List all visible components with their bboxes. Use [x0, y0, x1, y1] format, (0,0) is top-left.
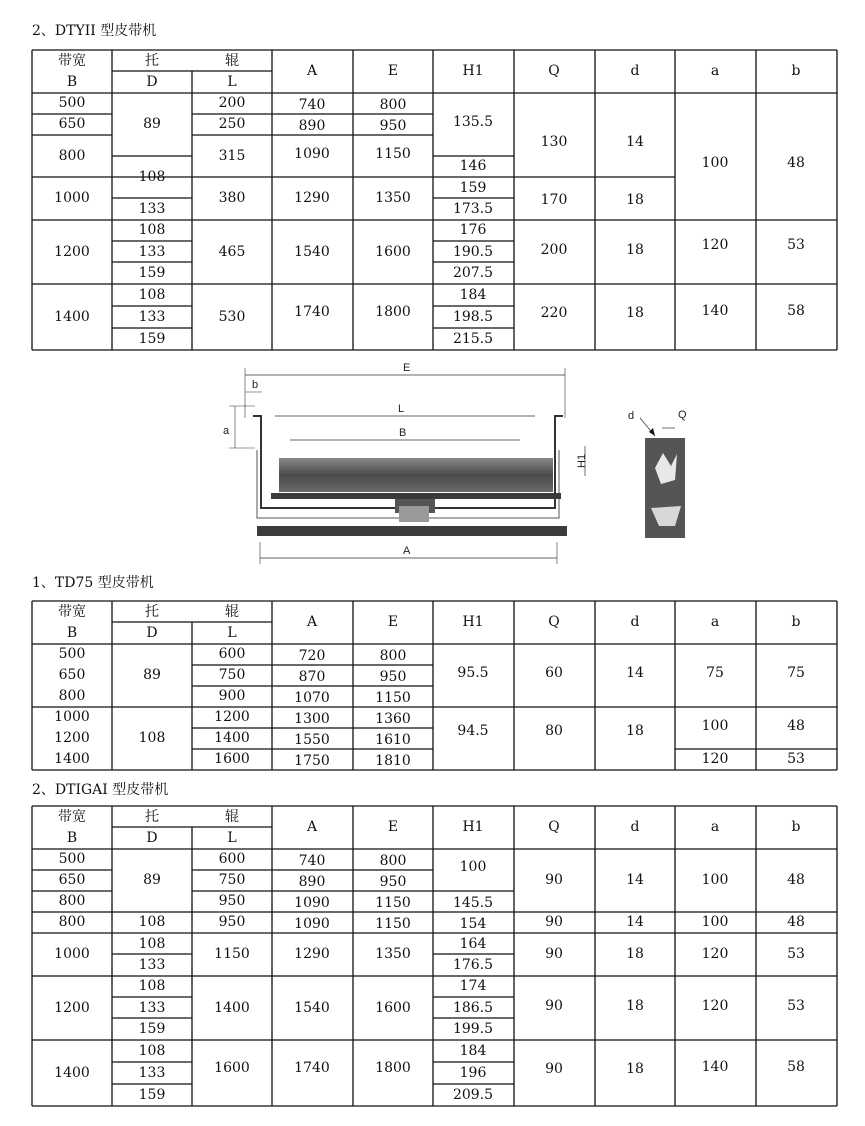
cell-D: 159 — [138, 265, 166, 281]
cell-Q: 90 — [545, 872, 563, 888]
cell-A: 1290 — [294, 946, 330, 962]
cell-d: 14 — [626, 872, 644, 888]
cell-E: 1150 — [375, 146, 411, 162]
header-L: L — [227, 625, 237, 641]
cell-a: 120 — [701, 946, 729, 962]
cell-H1: 198.5 — [452, 309, 494, 325]
cell-L: 950 — [218, 914, 246, 930]
dim-label-d: d — [628, 410, 635, 422]
header-L: L — [227, 74, 237, 90]
cell-B: 1400 — [54, 1065, 90, 1081]
cell-D: 133 — [138, 957, 166, 973]
cell-B: 1400 — [54, 751, 90, 767]
cell-L: 750 — [218, 667, 246, 683]
table2 — [32, 601, 837, 770]
cell-A: 720 — [298, 648, 326, 664]
cell-L: 250 — [218, 116, 246, 132]
cell-Q: 170 — [540, 192, 568, 208]
cell-E: 950 — [379, 118, 407, 134]
cell-D: 108 — [138, 222, 166, 238]
header-bandwidth: 带宽 — [58, 809, 86, 825]
header-b: b — [791, 63, 801, 79]
cell-A: 1540 — [294, 244, 330, 260]
cell-L: 315 — [218, 148, 246, 164]
cell-b: 53 — [787, 751, 805, 767]
cell-H1: 154 — [459, 916, 487, 932]
cell-A: 870 — [298, 669, 326, 685]
cell-E: 1360 — [375, 711, 411, 727]
cell-D: 108 — [138, 730, 166, 746]
header-Q: Q — [548, 614, 560, 630]
header-Q: Q — [548, 819, 560, 835]
header-B: B — [66, 830, 78, 846]
cell-H1: 100 — [459, 859, 487, 875]
header-b: b — [791, 614, 801, 630]
cell-d: 18 — [626, 242, 644, 258]
header-D: D — [146, 625, 158, 641]
cell-A: 1750 — [294, 753, 330, 769]
cell-D: 89 — [143, 872, 161, 888]
cell-A: 1300 — [294, 711, 330, 727]
cell-L: 1400 — [214, 1000, 250, 1016]
cell-E: 1350 — [375, 190, 411, 206]
cell-E: 1600 — [375, 244, 411, 260]
cell-Q: 90 — [545, 946, 563, 962]
cell-L: 1600 — [214, 1060, 250, 1076]
cell-H1: 164 — [459, 936, 487, 952]
cell-a: 140 — [701, 303, 729, 319]
cell-a: 120 — [701, 751, 729, 767]
cell-L: 1150 — [214, 946, 250, 962]
cell-E: 950 — [379, 874, 407, 890]
cell-a: 100 — [701, 155, 729, 171]
header-H1: H1 — [462, 819, 484, 835]
cell-D: 89 — [143, 116, 161, 132]
cell-H1: 135.5 — [452, 114, 494, 130]
cell-d: 18 — [626, 998, 644, 1014]
cell-H1: 184 — [459, 1043, 487, 1059]
cell-Q: 200 — [540, 242, 568, 258]
header-d: d — [630, 63, 640, 79]
cell-d: 18 — [626, 305, 644, 321]
cell-Q: 80 — [545, 723, 563, 739]
cell-E: 1800 — [375, 1060, 411, 1076]
dim-label-b: b — [252, 379, 259, 391]
cell-E: 1610 — [375, 732, 411, 748]
header-bandwidth: 带宽 — [58, 604, 86, 620]
table2-title: 1、TD75 型皮带机 — [32, 575, 154, 591]
cell-A: 1740 — [294, 304, 330, 320]
cell-A: 1540 — [294, 1000, 330, 1016]
conveyor-diagram — [215, 358, 695, 572]
cell-D: 89 — [143, 667, 161, 683]
header-idler: 托 — [145, 53, 159, 69]
cell-A: 1090 — [294, 895, 330, 911]
cell-B: 650 — [58, 872, 86, 888]
header-D: D — [146, 74, 158, 90]
cell-A: 890 — [298, 874, 326, 890]
cell-D: 133 — [138, 309, 166, 325]
header-B: B — [66, 74, 78, 90]
cell-a: 100 — [701, 914, 729, 930]
header-E: E — [387, 614, 399, 630]
cell-B: 500 — [58, 851, 86, 867]
cell-b: 53 — [787, 237, 805, 253]
cell-H1: 176.5 — [452, 957, 494, 973]
header-bandwidth: 带宽 — [58, 53, 86, 69]
cell-B: 500 — [58, 95, 86, 111]
cell-b: 53 — [787, 998, 805, 1014]
cell-A: 1090 — [294, 916, 330, 932]
cell-L: 950 — [218, 893, 246, 909]
header-roller: 辊 — [225, 809, 239, 825]
cell-L: 380 — [218, 190, 246, 206]
header-a: a — [710, 63, 720, 79]
cell-H1: 95.5 — [457, 665, 489, 681]
cell-D: 159 — [138, 1021, 166, 1037]
cell-a: 120 — [701, 998, 729, 1014]
header-d: d — [630, 819, 640, 835]
cell-H1: 173.5 — [452, 201, 494, 217]
cell-b: 75 — [787, 665, 805, 681]
cell-D: 133 — [138, 201, 166, 217]
cell-H1: 209.5 — [452, 1087, 494, 1103]
cell-A: 890 — [298, 118, 326, 134]
cell-b: 58 — [787, 1059, 805, 1075]
cell-D: 108 — [138, 936, 166, 952]
table1 — [32, 50, 837, 350]
cell-H1: 159 — [459, 180, 487, 196]
cell-d: 18 — [626, 192, 644, 208]
cell-d: 18 — [626, 1061, 644, 1077]
header-E: E — [387, 63, 399, 79]
cell-D: 108 — [138, 1043, 166, 1059]
cell-B: 800 — [58, 914, 86, 930]
header-roller: 辊 — [225, 53, 239, 69]
cell-L: 750 — [218, 872, 246, 888]
cell-L: 530 — [218, 309, 246, 325]
cell-B: 1000 — [54, 190, 90, 206]
cell-B: 650 — [58, 116, 86, 132]
header-H1: H1 — [462, 63, 484, 79]
cell-D: 108 — [138, 169, 166, 185]
cell-D: 159 — [138, 331, 166, 347]
header-D: D — [146, 830, 158, 846]
header-d: d — [630, 614, 640, 630]
cell-a: 140 — [701, 1059, 729, 1075]
cell-Q: 130 — [540, 134, 568, 150]
cell-a: 120 — [701, 237, 729, 253]
cell-D: 108 — [138, 978, 166, 994]
cell-B: 500 — [58, 646, 86, 662]
cell-E: 1800 — [375, 304, 411, 320]
header-A: A — [306, 819, 318, 835]
cell-A: 740 — [298, 97, 326, 113]
header-B: B — [66, 625, 78, 641]
cell-H1: 184 — [459, 287, 487, 303]
cell-D: 133 — [138, 244, 166, 260]
cell-L: 900 — [218, 688, 246, 704]
cell-E: 800 — [379, 853, 407, 869]
cell-B: 800 — [58, 893, 86, 909]
header-b: b — [791, 819, 801, 835]
cell-E: 1600 — [375, 1000, 411, 1016]
cell-A: 1740 — [294, 1060, 330, 1076]
cell-B: 1200 — [54, 1000, 90, 1016]
cell-B: 650 — [58, 667, 86, 683]
cell-b: 48 — [787, 914, 805, 930]
cell-L: 1200 — [214, 709, 250, 725]
cell-L: 1400 — [214, 730, 250, 746]
cell-H1: 146 — [459, 158, 487, 174]
conveyor-side-view — [628, 409, 687, 538]
cell-E: 1150 — [375, 895, 411, 911]
cell-E: 1150 — [375, 690, 411, 706]
header-idler: 托 — [145, 809, 159, 825]
cell-H1: 186.5 — [452, 1000, 494, 1016]
cell-H1: 207.5 — [452, 265, 494, 281]
dim-label-H1: H1 — [576, 453, 588, 468]
table1-title: 2、DTYII 型皮带机 — [32, 23, 157, 39]
dim-label-E: E — [403, 362, 411, 374]
cell-L: 1600 — [214, 751, 250, 767]
header-A: A — [306, 63, 318, 79]
conveyor-front-view — [223, 362, 588, 564]
cell-Q: 90 — [545, 998, 563, 1014]
cell-a: 100 — [701, 872, 729, 888]
cell-D: 133 — [138, 1000, 166, 1016]
header-a: a — [710, 819, 720, 835]
cell-H1: 215.5 — [452, 331, 494, 347]
cell-H1: 94.5 — [457, 723, 489, 739]
cell-E: 800 — [379, 97, 407, 113]
cell-b: 58 — [787, 303, 805, 319]
cell-L: 600 — [218, 646, 246, 662]
cell-B: 1000 — [54, 709, 90, 725]
header-idler: 托 — [145, 604, 159, 620]
cell-H1: 196 — [459, 1065, 487, 1081]
header-L: L — [227, 830, 237, 846]
cell-Q: 90 — [545, 914, 563, 930]
cell-E: 950 — [379, 669, 407, 685]
cell-a: 75 — [706, 665, 724, 681]
dim-label-L: L — [398, 403, 405, 415]
cell-D: 108 — [138, 914, 166, 930]
dim-label-B: B — [399, 427, 407, 439]
cell-d: 18 — [626, 723, 644, 739]
cell-H1: 174 — [459, 978, 487, 994]
cell-D: 108 — [138, 287, 166, 303]
header-A: A — [306, 614, 318, 630]
cell-B: 1200 — [54, 730, 90, 746]
cell-d: 14 — [626, 914, 644, 930]
table3-title: 2、DTIGAI 型皮带机 — [32, 782, 169, 798]
cell-H1: 190.5 — [452, 244, 494, 260]
cell-B: 1000 — [54, 946, 90, 962]
header-E: E — [387, 819, 399, 835]
cell-b: 48 — [787, 718, 805, 734]
header-a: a — [710, 614, 720, 630]
header-Q: Q — [548, 63, 560, 79]
cell-b: 53 — [787, 946, 805, 962]
cell-d: 14 — [626, 134, 644, 150]
cell-E: 800 — [379, 648, 407, 664]
cell-d: 18 — [626, 946, 644, 962]
cell-L: 200 — [218, 95, 246, 111]
dim-label-Q: Q — [678, 409, 687, 421]
cell-Q: 60 — [545, 665, 563, 681]
dim-label-A: A — [403, 545, 411, 557]
cell-D: 159 — [138, 1087, 166, 1103]
cell-L: 465 — [218, 244, 246, 260]
cell-d: 14 — [626, 665, 644, 681]
cell-Q: 90 — [545, 1061, 563, 1077]
cell-L: 600 — [218, 851, 246, 867]
cell-H1: 176 — [459, 222, 487, 238]
cell-E: 1350 — [375, 946, 411, 962]
header-H1: H1 — [462, 614, 484, 630]
cell-H1: 199.5 — [452, 1021, 494, 1037]
cell-D: 133 — [138, 1065, 166, 1081]
cell-A: 1090 — [294, 146, 330, 162]
cell-E: 1810 — [375, 753, 411, 769]
cell-B: 1200 — [54, 244, 90, 260]
cell-B: 1400 — [54, 309, 90, 325]
cell-Q: 220 — [540, 305, 568, 321]
cell-A: 740 — [298, 853, 326, 869]
cell-E: 1150 — [375, 916, 411, 932]
dim-label-a: a — [223, 425, 230, 437]
cell-A: 1070 — [294, 690, 330, 706]
cell-B: 800 — [58, 688, 86, 704]
cell-b: 48 — [787, 872, 805, 888]
cell-H1: 145.5 — [452, 895, 494, 911]
cell-A: 1290 — [294, 190, 330, 206]
cell-B: 800 — [58, 148, 86, 164]
cell-a: 100 — [701, 718, 729, 734]
cell-A: 1550 — [294, 732, 330, 748]
table3 — [32, 806, 837, 1106]
header-roller: 辊 — [225, 604, 239, 620]
cell-b: 48 — [787, 155, 805, 171]
